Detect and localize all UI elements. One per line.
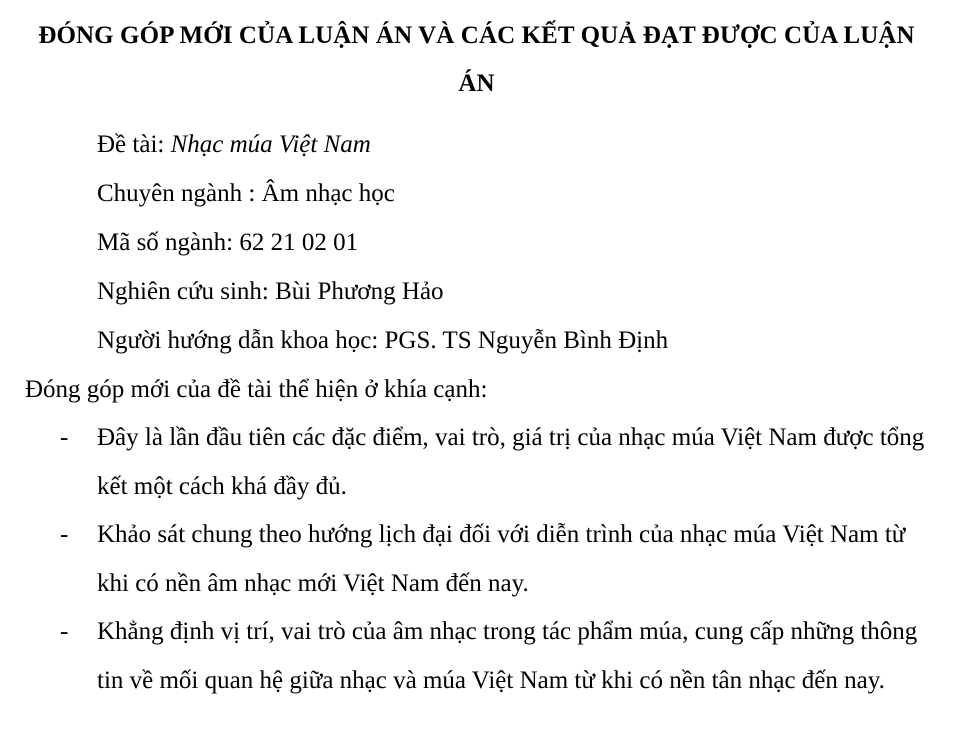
- major-code-line: Mã số ngành: 62 21 02 01: [97, 229, 359, 256]
- topic-label: Đề tài:: [97, 131, 171, 158]
- contribution-item: [0, 511, 953, 608]
- contribution-text: Khẳng định vị trí, vai trò của âm nhạc trong tác phẩm múa, cung cấp những thông tin về mối quan hệ giữa nhạc và múa Việt Nam từ khi có nền tân nhạc đến nay.: [97, 618, 918, 694]
- bullet-dash: -: [60, 521, 69, 548]
- contributions-intro: Đóng góp mới của đề tài thể hiện ở khía cạnh:: [25, 376, 488, 403]
- document-title: ĐÓNG GÓP MỚI CỦA LUẬN ÁN VÀ CÁC KẾT QUẢ ĐẠT ĐƯỢC CỦA LUẬN ÁN: [38, 22, 915, 97]
- contributions-list: [0, 414, 953, 705]
- contribution-item: [0, 608, 953, 705]
- researcher-line: Nghiên cứu sinh: Bùi Phương Hảo: [97, 278, 444, 305]
- contribution-item: [0, 414, 953, 511]
- bullet-dash: -: [60, 424, 69, 451]
- bullet-dash: -: [60, 618, 69, 645]
- topic-value: Nhạc múa Việt Nam: [170, 131, 371, 158]
- major-line: Chuyên ngành : Âm nhạc học: [97, 180, 395, 207]
- contribution-text: Đây là lần đầu tiên các đặc điểm, vai trò, giá trị của nhạc múa Việt Nam được tổng kết một cách khá đầy đủ.: [97, 424, 925, 500]
- advisor-line: Người hướng dẫn khoa học: PGS. TS Nguyễn Bình Định: [97, 327, 669, 354]
- thesis-info-block: [97, 120, 668, 365]
- contribution-text: Khảo sát chung theo hướng lịch đại đối với diễn trình của nhạc múa Việt Nam từ khi có nền âm nhạc mới Việt Nam đến nay.: [97, 521, 906, 597]
- topic-line: [97, 120, 668, 169]
